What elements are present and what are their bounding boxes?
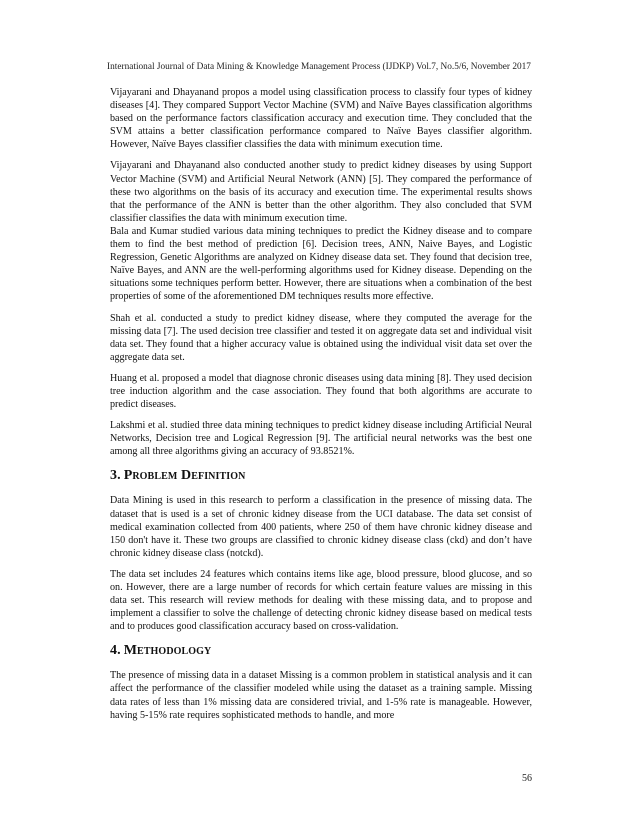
paragraph-missing-data: The presence of missing data in a dataset Missing is a common problem in statistical analysis and it can affect the performance of the classifier modeled while using the dataset as a training sample. Missing data rates of less than 1% missing data are considered trivial, and 1-5% rate is manageable. However, having 5-15% rate requires sophisticated methods to handle, and more [110,670,532,721]
paragraph-lakshmi: Lakshmi et al. studied three data mining techniques to predict kidney disease including Artificial Neural Networks, Decision tree and Logical Regression [9]. The artificial neural networks was the best one among all three algorithms giving an accuracy of 93.8521%. [110,420,532,458]
paragraph-bala-kumar: Bala and Kumar studied various data mining techniques to predict the Kidney disease and to compare them to find the best method of prediction [6]. Decision trees, ANN, Naive Bayes, and Logistic Regression, Genetic Algorithms are analyzed on Kidney disease data set. They found that decision tree, Naïve Bayes, and ANN are the well-performing algorithms used for Kidney disease. Depending on the situations some techniques perform better. However, there are situations when a combination of the best properties of some of the aforementioned DM techniques results more effective. [110,225,532,303]
section-title: Methodology [123,643,212,659]
paragraph-vijayarani-svm-nb: Vijayarani and Dhayanand propos a model using classification process to classify four types of kidney diseases [4]. They compared Support Vector Machine (SVM) and Naïve Bayes classification algorithms based on the performance factors classification accuracy and execution time. They concluded that the SVM attains a better classification performance compared to Naïve Bayes classifier algorithm. However, Naïve Bayes classifier classifies the data with minimum execution time. [110,87,532,151]
running-header: International Journal of Data Mining & Knowledge Management Process (IJDKP) Vol.7, No.5/6, November 2017 [107,62,531,72]
body-text [110,86,532,722]
section-heading-methodology [110,643,532,659]
page-number: 56 [522,773,532,784]
paragraph-dataset-description: Data Mining is used in this research to perform a classification in the presence of missing data. The dataset that is used is a set of chronic kidney disease from the UCI database. The data set consist of medical examination collected from 400 patients, where 250 of them have chronic kidney disease and 150 don't have it. These two groups are classified to chronic kidney disease class (ckd) and don’t have chronic kidney disease class (notckd). [110,495,532,559]
paragraph-dataset-features: The data set includes 24 features which contains items like age, blood pressure, blood glucose, and so on. However, there are a large number of records for which certain feature values are missing in this data set. This research will review methods for dealing with these missing data, and to propose and implement a classifier to solve the challenge of detecting chronic kidney disease based on medical tests and to produces good classification accuracy based on cross-validation. [110,568,532,633]
paragraph-shah: Shah et al. conducted a study to predict kidney disease, where they computed the average for the missing data [7]. The used decision tree classifier and tested it on aggregate data set and individual visit data set. They found that a higher accuracy value is obtained using the individual visit data set over the aggregate data set. [110,312,532,363]
section-number: 3. [110,468,121,484]
paragraph-huang: Huang et al. proposed a model that diagnose chronic diseases using data mining [8]. They used decision tree induction algorithm and the case association. They found that both algorithms are accurate to predict diseases. [110,372,532,411]
section-title: Problem Definition [123,468,246,484]
section-number: 4. [110,643,121,659]
paragraph-vijayarani-svm-ann: Vijayarani and Dhayanand also conducted another study to predict kidney diseases by using Support Vector Machine (SVM) and Artificial Neural Network (ANN) [5]. They compared the performance of these two algorithms on the basis of its accuracy and execution time. The experimental results shows that the performance of the ANN is better than the other algorithm. They also concluded that SVM classifier classifies the data with minimum execution time. [110,160,532,224]
section-heading-problem-definition [110,468,532,484]
